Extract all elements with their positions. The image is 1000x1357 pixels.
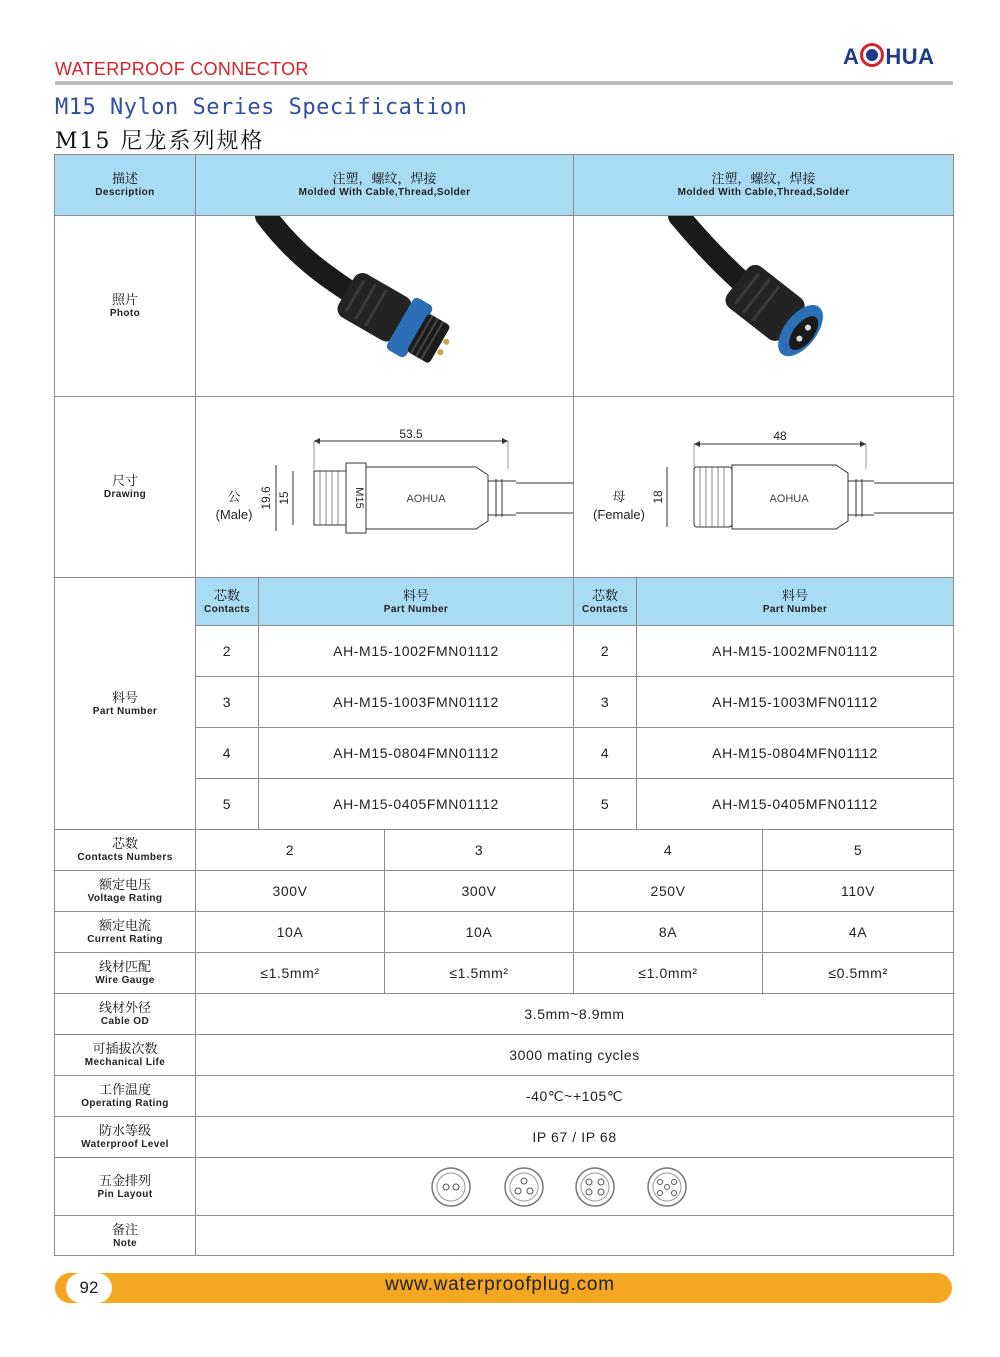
- male-part-number-cell: AH-M15-1002FMN01112: [259, 626, 574, 677]
- waterproof-level-label: 防水等级 Waterproof Level: [55, 1117, 196, 1158]
- pin-layout-5-icon: [648, 1168, 686, 1206]
- female-contacts-cell: 2: [574, 626, 637, 677]
- wire-gauge-label: 线材匹配 Wire Gauge: [55, 953, 196, 994]
- male-contacts-header: 芯数 Contacts: [196, 578, 259, 626]
- page-title-en: M15 Nylon Series Specification: [55, 95, 468, 120]
- female-dimension-drawing: [574, 397, 954, 578]
- female-label-en: (Female): [593, 507, 646, 522]
- male-connector-photo: [196, 216, 574, 397]
- female-contacts-cell: 4: [574, 728, 637, 779]
- male-label-en: (Male): [215, 507, 253, 522]
- note-label: 备注 Note: [55, 1216, 196, 1256]
- male-contacts-cell: 5: [196, 779, 259, 830]
- male-part-number-cell: AH-M15-0405FMN01112: [259, 779, 574, 830]
- website-link[interactable]: www.waterproofplug.com: [385, 1274, 615, 1295]
- page-number: 92: [66, 1273, 112, 1303]
- contacts-value-2: 2: [196, 830, 385, 871]
- voltage-value: 250V: [574, 871, 763, 912]
- wire-gauge-value: ≤1.5mm²: [196, 953, 385, 994]
- male-part-number-header: 料号 Part Number: [259, 578, 574, 626]
- female-connector-image: [574, 216, 953, 396]
- wire-gauge-value: ≤1.5mm²: [385, 953, 574, 994]
- wire-gauge-value: ≤0.5mm²: [763, 953, 954, 994]
- pin-layout-4-icon: [576, 1168, 614, 1206]
- waterproof-level-value: IP 67 / IP 68: [196, 1117, 954, 1158]
- contacts-value-3: 3: [385, 830, 574, 871]
- current-value: 10A: [196, 912, 385, 953]
- pin-layout-3-icon: [505, 1168, 543, 1206]
- voltage-value: 300V: [385, 871, 574, 912]
- photo-label: 照片 Photo: [55, 216, 196, 397]
- male-type-header: 注塑，螺纹，焊接 Molded With Cable,Thread,Solder: [196, 155, 574, 216]
- pin-layout-cell: [196, 1158, 954, 1216]
- male-m15-mark: M15: [353, 487, 365, 509]
- female-label-cn: 母: [612, 489, 626, 504]
- voltage-rating-label: 额定电压 Voltage Rating: [55, 871, 196, 912]
- current-value: 8A: [574, 912, 763, 953]
- current-value: 10A: [385, 912, 574, 953]
- cable-od-value: 3.5mm~8.9mm: [196, 994, 954, 1035]
- male-diameter-dim-1: 19.6: [259, 486, 273, 510]
- female-part-number-cell: AH-M15-0804MFN01112: [637, 728, 954, 779]
- brand-logo: A HUA: [843, 44, 935, 69]
- spec-table: [54, 154, 954, 1256]
- logo-circle-icon: [860, 43, 884, 67]
- voltage-value: 110V: [763, 871, 954, 912]
- wire-gauge-value: ≤1.0mm²: [574, 953, 763, 994]
- contacts-numbers-label: 芯数 Contacts Numbers: [55, 830, 196, 871]
- female-connector-photo: [574, 216, 954, 397]
- male-connector-image: [196, 216, 573, 396]
- operating-rating-value: -40℃~+105℃: [196, 1076, 954, 1117]
- contacts-value-5: 5: [763, 830, 954, 871]
- female-part-number-cell: AH-M15-0405MFN01112: [637, 779, 954, 830]
- female-part-number-header: 料号 Part Number: [637, 578, 954, 626]
- note-value: [196, 1216, 954, 1256]
- male-contacts-cell: 4: [196, 728, 259, 779]
- page-title-cn: M15 尼龙系列规格: [55, 129, 265, 154]
- voltage-value: 300V: [196, 871, 385, 912]
- header-rule: [55, 81, 953, 85]
- female-contacts-cell: 3: [574, 677, 637, 728]
- male-contacts-cell: 3: [196, 677, 259, 728]
- drawing-label: 尺寸 Drawing: [55, 397, 196, 578]
- male-dimension-drawing: [196, 397, 574, 578]
- female-contacts-header: 芯数 Contacts: [574, 578, 637, 626]
- male-drawing-brand: AOHUA: [406, 493, 446, 505]
- description-label: 描述 Description: [55, 155, 196, 216]
- male-contacts-cell: 2: [196, 626, 259, 677]
- male-part-number-cell: AH-M15-0804FMN01112: [259, 728, 574, 779]
- part-number-label: 料号 Part Number: [55, 578, 196, 830]
- female-diameter-dim: 18: [651, 490, 666, 504]
- category-header: WATERPROOF CONNECTOR: [55, 59, 309, 79]
- female-drawing-svg: [574, 397, 953, 577]
- female-drawing-brand: AOHUA: [769, 493, 809, 505]
- current-rating-label: 额定电流 Current Rating: [55, 912, 196, 953]
- current-value: 4A: [763, 912, 954, 953]
- cable-od-label: 线材外径 Cable OD: [55, 994, 196, 1035]
- female-contacts-cell: 5: [574, 779, 637, 830]
- female-length-dim: 48: [773, 429, 787, 443]
- pin-layout-label: 五金排列 Pin Layout: [55, 1158, 196, 1216]
- pin-layout-icons: [425, 1163, 725, 1211]
- contacts-value-4: 4: [574, 830, 763, 871]
- operating-rating-label: 工作温度 Operating Rating: [55, 1076, 196, 1117]
- female-part-number-cell: AH-M15-1002MFN01112: [637, 626, 954, 677]
- male-label-cn: 公: [227, 489, 241, 504]
- male-drawing-svg: [196, 397, 573, 577]
- mechanical-life-value: 3000 mating cycles: [196, 1035, 954, 1076]
- male-part-number-cell: AH-M15-1003FMN01112: [259, 677, 574, 728]
- male-diameter-dim-2: 15: [277, 491, 291, 505]
- pin-layout-2-icon: [432, 1168, 470, 1206]
- male-length-dim: 53.5: [399, 427, 423, 441]
- mechanical-life-label: 可插拔次数 Mechanical Life: [55, 1035, 196, 1076]
- female-part-number-cell: AH-M15-1003MFN01112: [637, 677, 954, 728]
- female-type-header: 注塑，螺纹，焊接 Molded With Cable,Thread,Solder: [574, 155, 954, 216]
